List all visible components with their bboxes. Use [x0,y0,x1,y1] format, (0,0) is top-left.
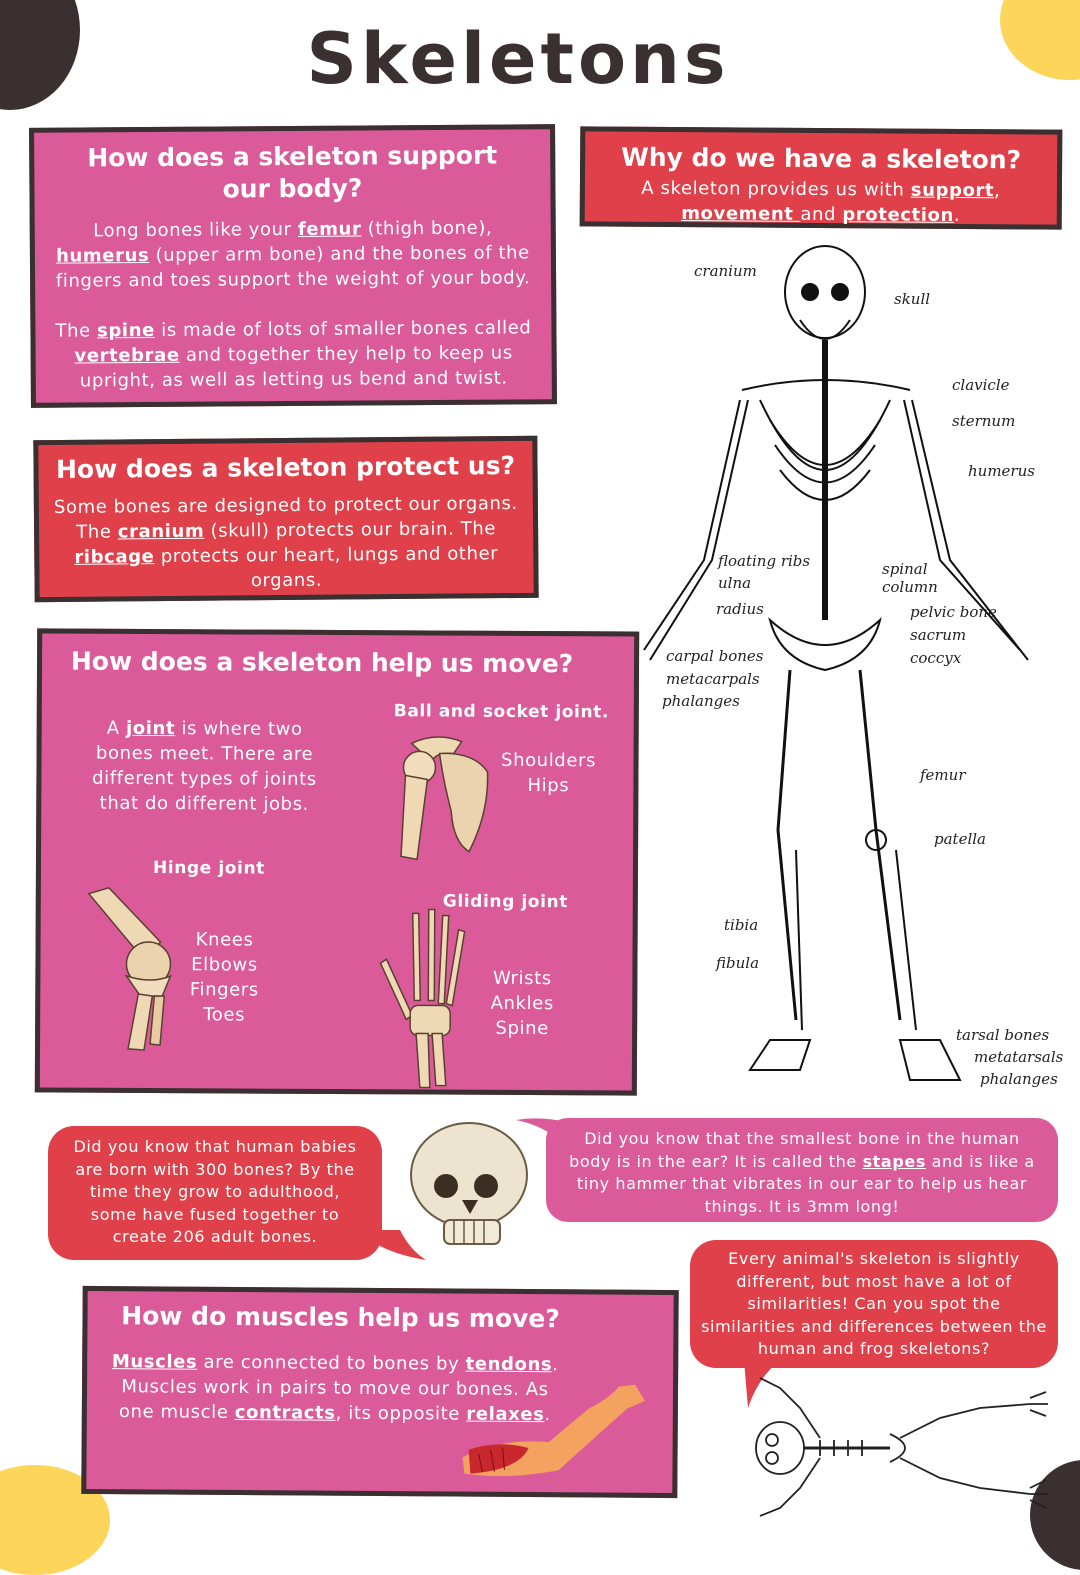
knee-joint-illustration [80,884,181,1055]
contracts-term: contracts [234,1401,336,1424]
joint-term: joint [125,717,176,740]
list-item: Elbows [191,954,258,976]
label-coccyx: coccyx [910,649,962,667]
support-paragraph-1: Long bones like your femur (thigh bone), humerus (upper arm bone) and the bones of the fingers and toes support the weight of your body. [55,217,531,292]
label-spinal: spinal [882,560,928,578]
label-pelvic-bone: pelvic bone [910,603,997,621]
label-humerus: humerus [968,462,1035,480]
muscles-text: Muscles are connected to bones by tendons. Muscles work in pairs to move our bones. As one muscle contracts, its opposite relaxes. [111,1351,559,1426]
label-patella: patella [934,830,986,848]
list-item: Fingers [189,979,259,1001]
hinge-list [174,927,275,1028]
why-heading: Why do we have a skeleton? [621,142,1022,175]
list-item: Shoulders [501,749,597,772]
relaxes-term: relaxes [466,1403,545,1426]
animal-fact-bubble: Every animal's skeleton is slightly different, but most have a lot of similarities! Can you spot the similarities and differences between the human and frog skeletons? [690,1240,1058,1368]
protection-term: protection [842,204,955,226]
gliding-title: Gliding joint [442,891,569,913]
support-paragraph-2: The spine is made of lots of smaller bones called vertebrae and together they help to keep us upright, as well as letting us bend and twist. [55,317,532,392]
protect-text: Some bones are designed to protect our organs. The cranium (skull) protects our brain. The ribcage protects our heart, lungs and other organs. [53,492,518,592]
list-item: Knees [195,929,254,951]
stapes-fact-bubble: Did you know that the smallest bone in the human body is in the ear? It is called the stapes and is like a tiny hammer that vibrates in our ear to help us hear things. It is 3mm long! [546,1118,1058,1222]
move-heading: How does a skeleton help us move? [70,646,574,679]
skull-illustration [404,1120,534,1260]
move-card [35,628,639,1095]
humerus-term: humerus [55,245,150,267]
vertebrae-term: vertebrae [74,344,180,367]
label-sternum: sternum [952,412,1016,430]
tendons-term: tendons [465,1353,553,1376]
ball-socket-list [493,748,603,799]
hand-joint-illustration [376,905,477,1091]
shoulder-joint-illustration [391,731,492,862]
label-phalanges-foot: phalanges [980,1070,1058,1088]
label-sacrum: sacrum [910,626,967,644]
support-card [29,124,557,408]
label-floating-ribs: floating ribs [718,552,811,570]
why-card [580,126,1063,229]
label-metacarpals: metacarpals [666,670,760,688]
label-tarsal-bones: tarsal bones [956,1026,1050,1044]
label-tibia: tibia [724,916,759,934]
list-item: Hips [527,774,570,797]
label-clavicle: clavicle [952,376,1010,394]
joint-intro: A joint is where two bones meet. There are different types of joints that do different jobs. [92,717,317,815]
label-skull: skull [894,290,931,308]
label-metatarsals: metatarsals [974,1048,1064,1066]
label-ulna: ulna [718,574,752,592]
ball-socket-title: Ball and socket joint. [393,701,610,723]
support-term: support [910,179,995,202]
muscles-card [81,1286,678,1498]
babies-fact-bubble: Did you know that human babies are born with 300 bones? By the time they grow to adulthood, some have fused together to create 206 adult bones. [48,1126,382,1260]
ribcage-term: ribcage [74,546,155,568]
spine-term: spine [97,319,155,342]
label-femur: femur [920,766,966,784]
why-text: A skeleton provides us with support, movement and protection. [641,177,1001,226]
cranium-term: cranium [117,520,205,543]
movement-term: movement [681,203,801,225]
protect-card [33,436,538,602]
protect-heading: How does a skeleton protect us? [55,450,516,485]
label-carpal-bones: carpal bones [666,647,764,665]
label-column: column [882,578,938,596]
arm-muscle-illustration [458,1378,649,1489]
femur-term: femur [297,218,362,240]
label-cranium: cranium [694,262,757,280]
gliding-list [472,966,572,1042]
list-item: Ankles [490,992,554,1015]
muscles-term: Muscles [111,1351,198,1373]
muscles-heading: How do muscles help us move? [121,1301,560,1334]
support-heading: How does a skeleton support our body? [87,140,498,204]
stapes-term: stapes [862,1151,926,1171]
list-item: Spine [495,1017,549,1040]
frog-skeleton-illustration [750,1368,1050,1523]
list-item: Toes [203,1004,246,1026]
list-item: Wrists [492,967,552,990]
label-phalanges-hand: phalanges [662,692,740,710]
label-fibula: fibula [716,954,760,972]
page-title: Skeletons [306,18,730,100]
label-radius: radius [716,600,764,618]
hinge-title: Hinge joint [152,858,265,879]
